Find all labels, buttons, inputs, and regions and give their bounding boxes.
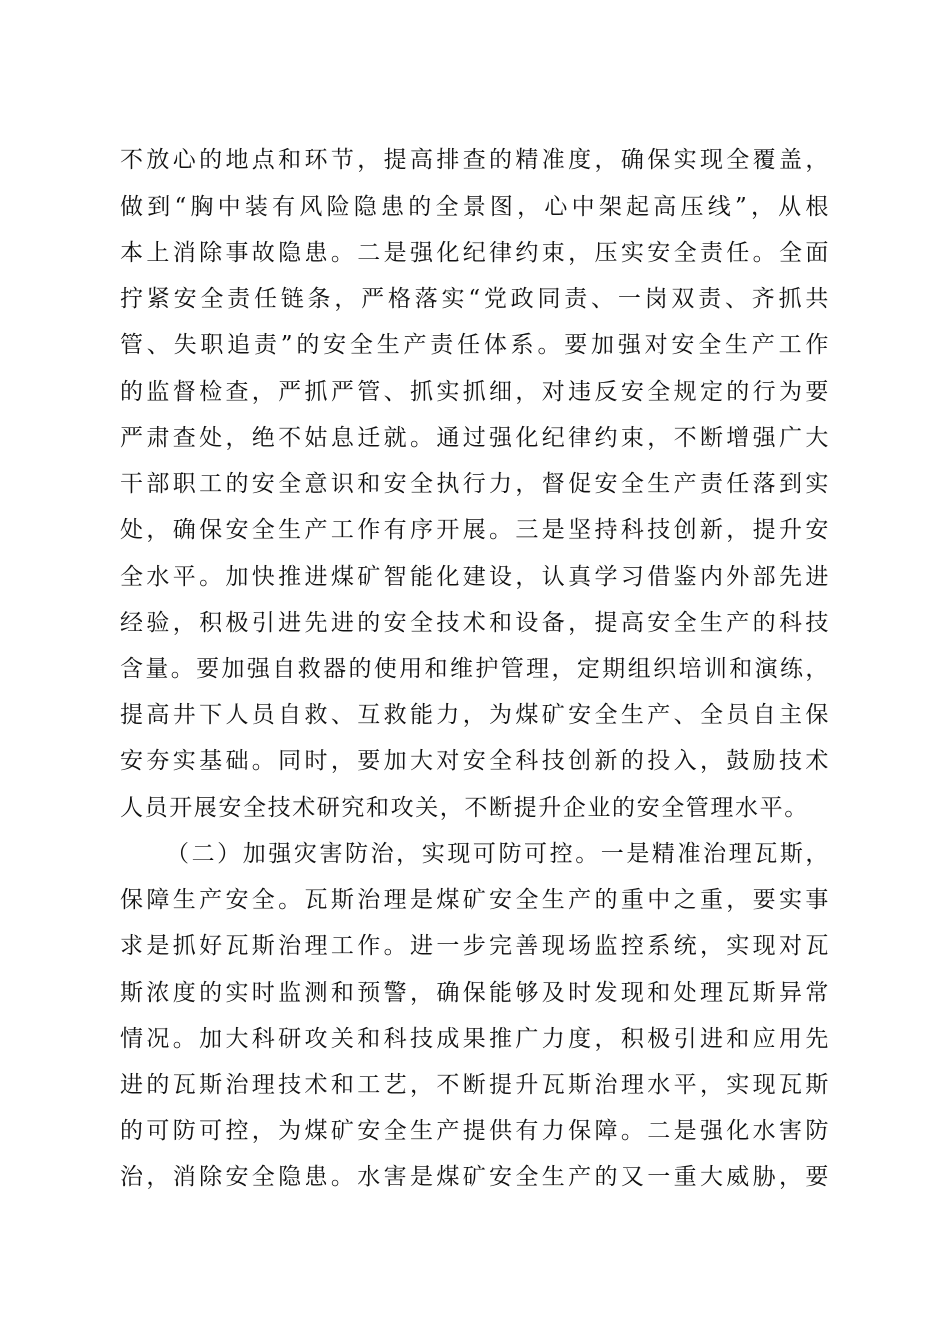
- text-line: 做到“胸中装有风险隐患的全景图，心中架起高压线”，从根: [120, 194, 830, 220]
- text-line: 全水平。加快推进煤矿智能化建设，认真学习借鉴内外部先进: [120, 564, 830, 590]
- text-line: 提高井下人员自救、互救能力，为煤矿安全生产、全员自主保: [120, 702, 830, 728]
- text-line: 求是抓好瓦斯治理工作。进一步完善现场监控系统，实现对瓦: [120, 933, 830, 959]
- text-line: 管、失职追责”的安全生产责任体系。要加强对安全生产工作: [120, 332, 830, 358]
- text-line: 的可防可控，为煤矿安全生产提供有力保障。二是强化水害防: [120, 1118, 830, 1144]
- text-line: 治，消除安全隐患。水害是煤矿安全生产的又一重大威胁，要: [120, 1164, 830, 1190]
- text-line: 本上消除事故隐患。二是强化纪律约束，压实安全责任。全面: [120, 240, 830, 266]
- text-line: 的监督检查，严抓严管、抓实抓细，对违反安全规定的行为要: [120, 379, 830, 405]
- text-line: 经验，积极引进先进的安全技术和设备，提高安全生产的科技: [120, 610, 830, 636]
- text-line: 进的瓦斯治理技术和工艺，不断提升瓦斯治理水平，实现瓦斯: [120, 1072, 830, 1098]
- text-line: 人员开展安全技术研究和攻关，不断提升企业的安全管理水平。: [120, 795, 809, 821]
- text-line: 拧紧安全责任链条，严格落实“党政同责、一岗双责、齐抓共: [120, 286, 830, 312]
- section-heading-line: （二）加强灾害防治，实现可防可控。一是精准治理瓦斯，: [166, 841, 830, 867]
- text-line: 含量。要加强自救器的使用和维护管理，定期组织培训和演练，: [120, 656, 830, 682]
- text-line: 处，确保安全生产工作有序开展。三是坚持科技创新，提升安: [120, 517, 830, 543]
- text-line: 斯浓度的实时监测和预警，确保能够及时发现和处理瓦斯异常: [120, 980, 830, 1006]
- text-line: 严肃查处，绝不姑息迁就。通过强化纪律约束，不断增强广大: [120, 425, 830, 451]
- text-line: 安夯实基础。同时，要加大对安全科技创新的投入，鼓励技术: [120, 748, 830, 774]
- text-line: 情况。加大科研攻关和科技成果推广力度，积极引进和应用先: [120, 1026, 830, 1052]
- text-line: 不放心的地点和环节，提高排查的精准度，确保实现全覆盖，: [120, 147, 830, 173]
- text-line: 保障生产安全。瓦斯治理是煤矿安全生产的重中之重，要实事: [120, 887, 830, 913]
- text-line: 干部职工的安全意识和安全执行力，督促安全生产责任落到实: [120, 471, 830, 497]
